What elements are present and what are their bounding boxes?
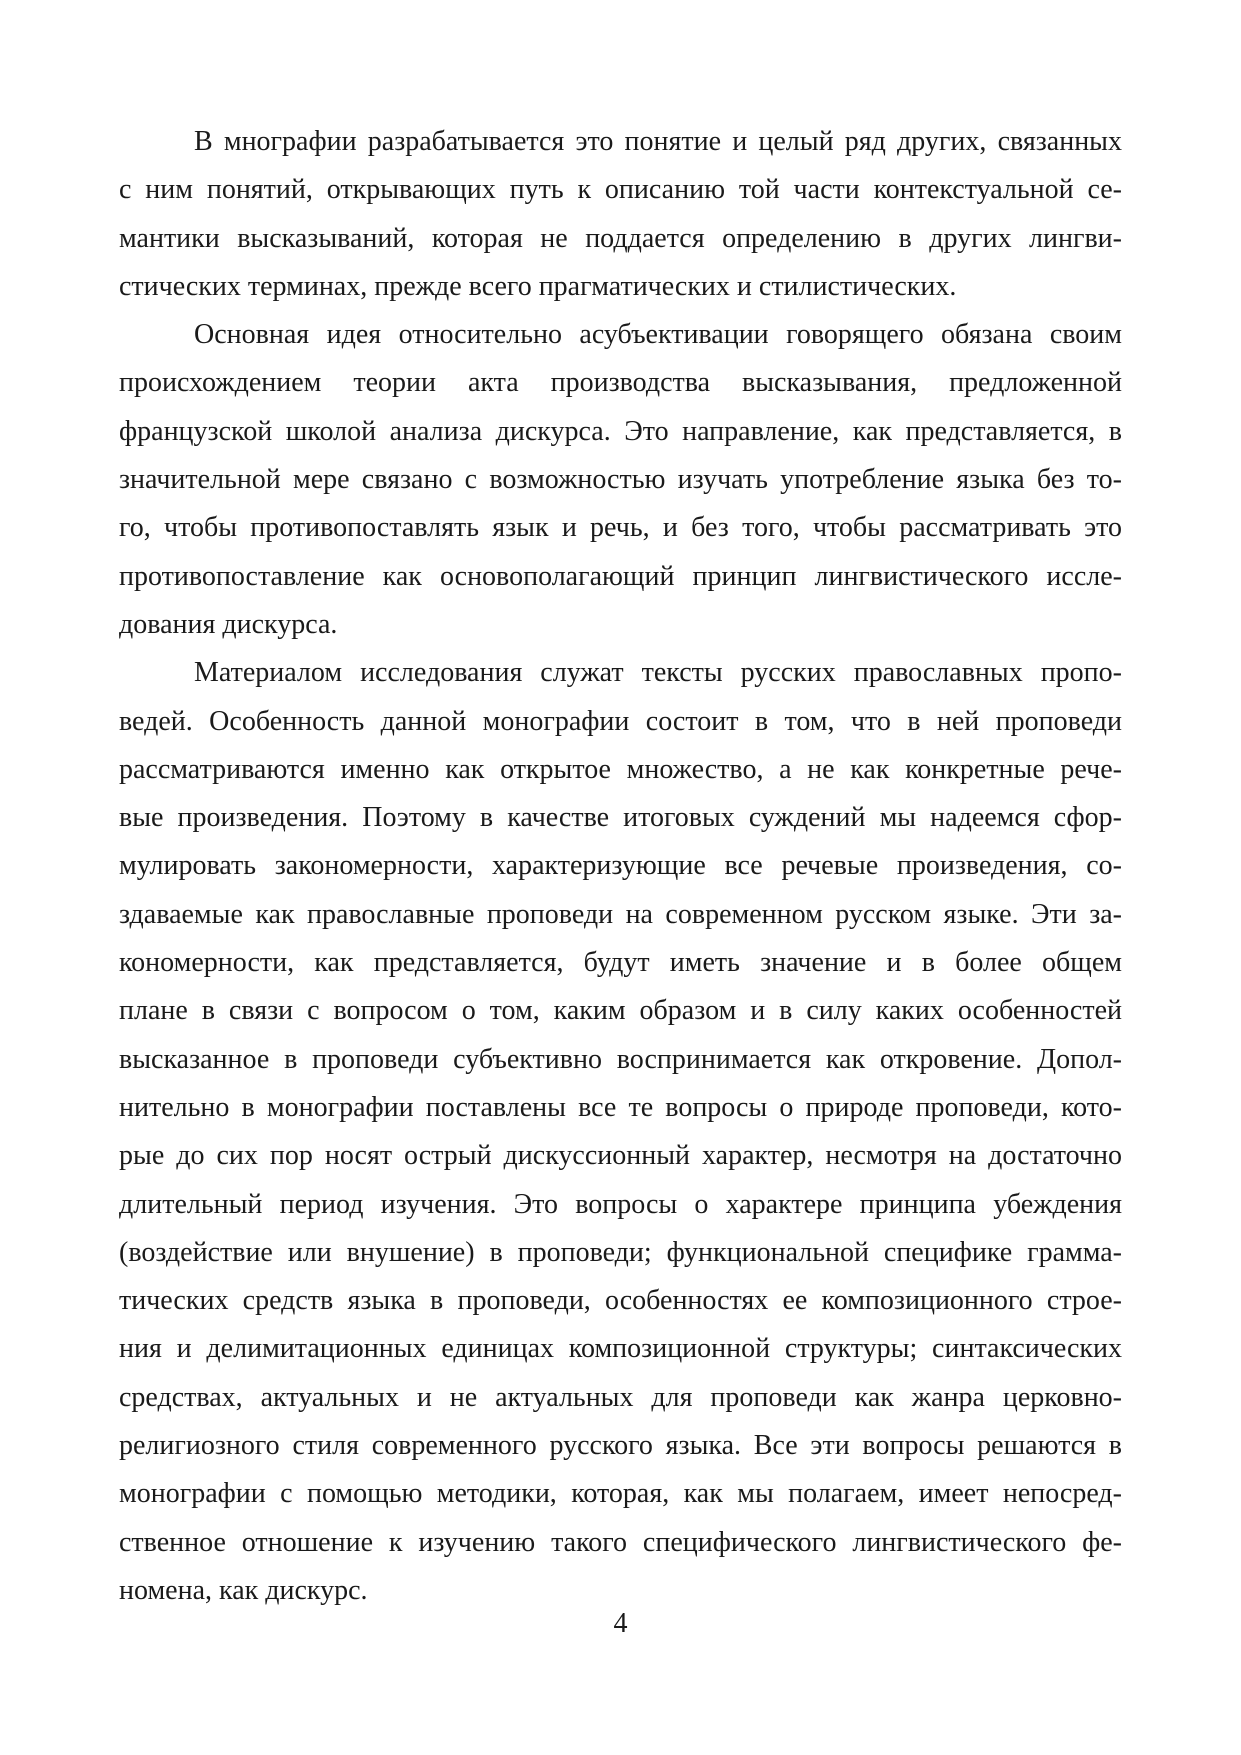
text-line: дования дискурса. bbox=[119, 608, 338, 640]
paragraph-1 bbox=[119, 118, 1122, 311]
text-line: кономерности, как представляется, будут иметь значение и в более общем bbox=[119, 947, 1122, 979]
text-line: здаваемые как православные проповеди на современном русском языке. Эти за- bbox=[119, 898, 1122, 930]
text-line: плане в связи с вопросом о том, каким образом и в силу каких особенностей bbox=[119, 995, 1122, 1027]
text-line: значительной мере связано с возможностью изучать употребление языка без то- bbox=[119, 464, 1122, 496]
text-line: религиозного стиля современного русского языка. Все эти вопросы решаются в bbox=[119, 1430, 1122, 1462]
text-line: ведей. Особенность данной монографии состоит в том, что в ней проповеди bbox=[119, 705, 1122, 737]
text-line: происхождением теории акта производства высказывания, предложенной bbox=[119, 367, 1122, 399]
body-text bbox=[119, 118, 1122, 1615]
page-number: 4 bbox=[613, 1608, 628, 1639]
text-line: средствах, актуальных и не актуальных для проповеди как жанра церковно- bbox=[119, 1381, 1122, 1413]
paragraph-3 bbox=[119, 649, 1122, 1615]
text-line: го, чтобы противопоставлять язык и речь, и без того, чтобы рассматривать это bbox=[119, 512, 1122, 544]
text-line: тических средств языка в проповеди, особенностях ее композиционного строе- bbox=[119, 1285, 1122, 1317]
text-line: монографии с помощью методики, которая, как мы полагаем, имеет непосред- bbox=[119, 1478, 1122, 1510]
text-line: рассматриваются именно как открытое множество, а не как конкретные рече- bbox=[119, 753, 1122, 785]
text-line: мантики высказываний, которая не поддается определению в других лингви- bbox=[119, 222, 1122, 254]
paragraph-2 bbox=[119, 311, 1122, 649]
text-line: нительно в монографии поставлены все те вопросы о природе проповеди, кото- bbox=[119, 1091, 1122, 1123]
text-line: длительный период изучения. Это вопросы о характере принципа убеждения bbox=[119, 1188, 1122, 1220]
text-line: рые до сих пор носят острый дискуссионный характер, несмотря на достаточно bbox=[119, 1140, 1122, 1172]
text-line: В мнографии разрабатывается это понятие и целый ряд других, связанных bbox=[194, 126, 1122, 157]
text-line: высказанное в проповеди субъективно воспринимается как откровение. Допол- bbox=[119, 1043, 1122, 1075]
text-line: (воздействие или внушение) в проповеди; функциональной специфике грамма- bbox=[119, 1236, 1122, 1268]
text-line: мулировать закономерности, характеризующие все речевые произведения, со- bbox=[119, 850, 1122, 882]
text-line: Основная идея относительно асубъективации говорящего обязана своим bbox=[194, 319, 1122, 351]
text-line: номена, как дискурс. bbox=[119, 1574, 368, 1606]
text-line: ственное отношение к изучению такого специфического лингвистического фе- bbox=[119, 1526, 1122, 1558]
text-line: Материалом исследования служат тексты русских православных пропо- bbox=[194, 657, 1122, 689]
text-line: с ним понятий, открывающих путь к описанию той части контекстуальной се- bbox=[119, 174, 1122, 206]
text-line: французской школой анализа дискурса. Это направление, как представляется, в bbox=[119, 415, 1122, 447]
text-line: ния и делимитационных единицах композиционной структуры; синтаксических bbox=[119, 1333, 1122, 1365]
text-line: противопоставление как основополагающий принцип лингвистического иссле- bbox=[119, 560, 1122, 592]
text-line: вые произведения. Поэтому в качестве итоговых суждений мы надеемся сфор- bbox=[119, 802, 1122, 834]
text-line: стических терминах, прежде всего прагматических и стилистических. bbox=[119, 270, 957, 302]
